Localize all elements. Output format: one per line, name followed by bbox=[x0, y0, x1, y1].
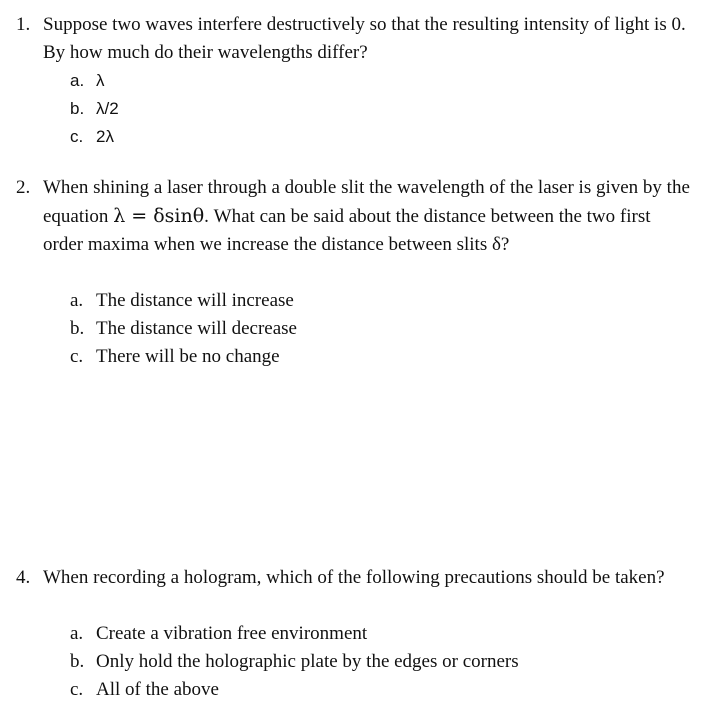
equation: λ = δsinθ bbox=[113, 205, 205, 227]
option-letter: a. bbox=[70, 290, 84, 311]
option-text: Only hold the holographic plate by the edges or corners bbox=[96, 651, 519, 672]
option-letter: b. bbox=[70, 651, 85, 672]
option-a bbox=[70, 67, 105, 95]
question-number: 4. bbox=[16, 567, 31, 588]
option-a bbox=[70, 620, 367, 648]
option-b bbox=[70, 95, 119, 123]
option-letter: c. bbox=[70, 346, 84, 367]
question-number: 1. bbox=[16, 14, 31, 35]
option-text: 2λ bbox=[96, 127, 114, 146]
option-text: λ/2 bbox=[96, 99, 119, 118]
option-letter: c. bbox=[70, 127, 84, 146]
question-text bbox=[43, 174, 693, 259]
option-c bbox=[70, 343, 280, 371]
option-text: Create a vibration free environment bbox=[96, 623, 368, 644]
option-text: There will be no change bbox=[96, 346, 280, 367]
option-text: The distance will increase bbox=[96, 290, 294, 311]
option-letter: c. bbox=[70, 679, 84, 700]
question-number: 2. bbox=[16, 177, 31, 198]
question-text-start: When shining a laser through a double slit the wavelength of the laser is given by the equation bbox=[43, 177, 690, 227]
option-text: All of the above bbox=[96, 679, 219, 700]
option-text: λ bbox=[96, 71, 105, 90]
option-b bbox=[70, 648, 519, 676]
question-text: When recording a hologram, which of the following precautions should be taken? bbox=[43, 567, 665, 588]
option-b bbox=[70, 315, 297, 343]
option-letter: a. bbox=[70, 71, 85, 90]
question-text-end: . What can be said about the distance between the two first order maxima when we increase the distance between slits δ? bbox=[43, 206, 651, 255]
option-c bbox=[70, 123, 114, 151]
option-letter: a. bbox=[70, 623, 84, 644]
option-c bbox=[70, 676, 219, 704]
option-a bbox=[70, 287, 294, 315]
option-letter: b. bbox=[70, 318, 85, 339]
question-text: Suppose two waves interfere destructively so that the resulting intensity of light is 0. By how much do their wavelengths differ? bbox=[43, 14, 686, 63]
option-letter: b. bbox=[70, 99, 85, 118]
option-text: The distance will decrease bbox=[96, 318, 297, 339]
